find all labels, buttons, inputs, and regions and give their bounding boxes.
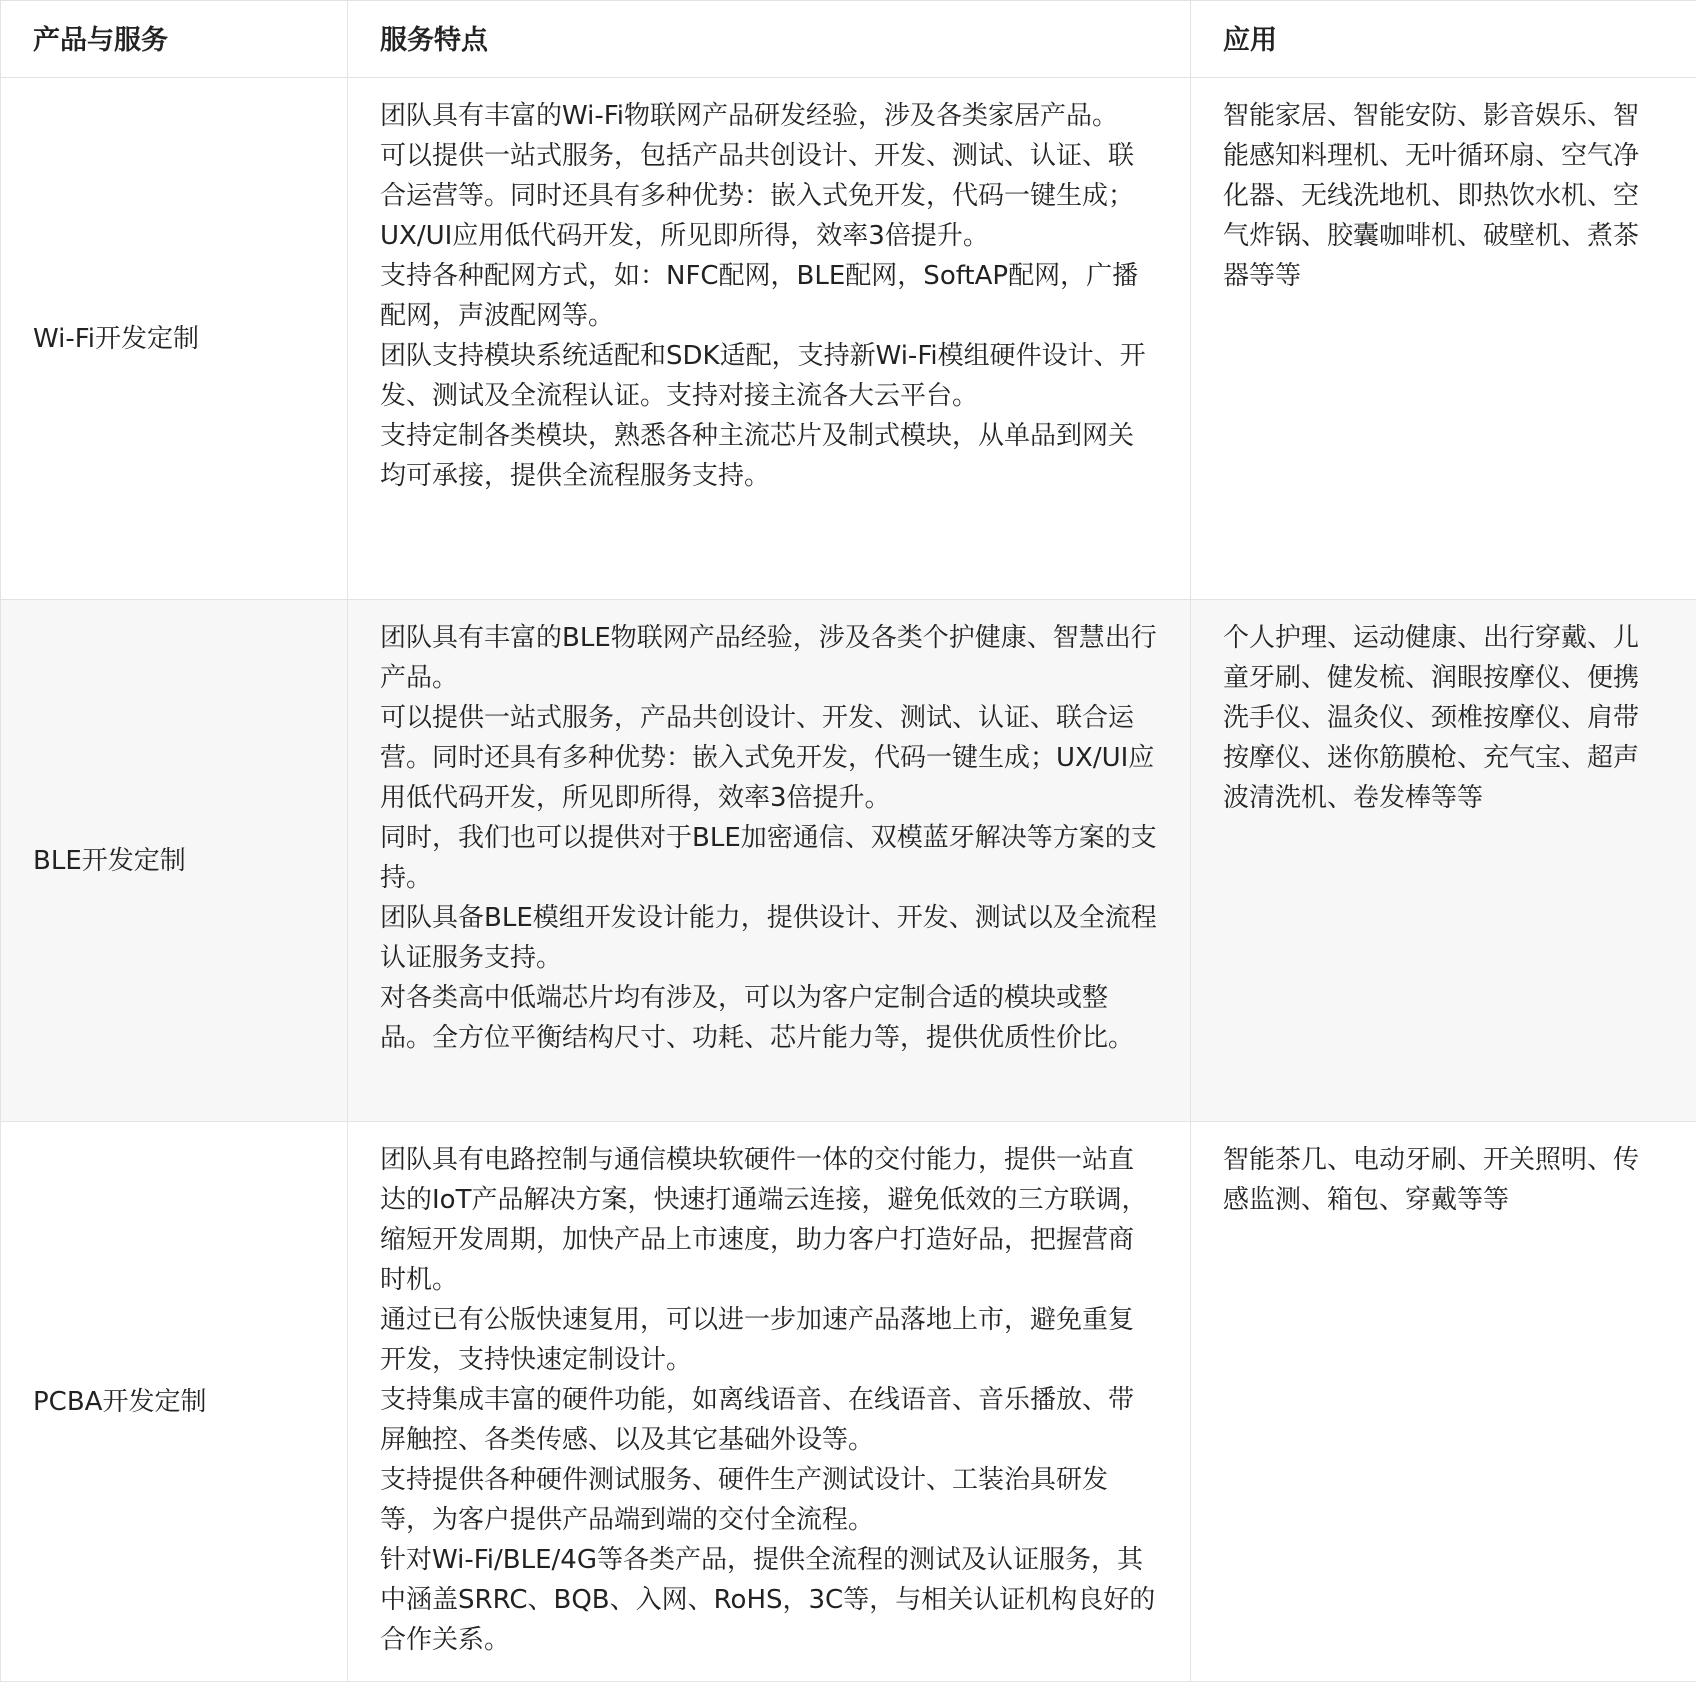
feature-paragraph: 可以提供一站式服务，包括产品共创设计、开发、测试、认证、联合运营等。同时还具有多种优势：嵌入式免开发，代码一键生成；UX/UI应用低代码开发，所见即所得，效率3倍提升。 (380, 141, 1135, 251)
feature-paragraph: 针对Wi-Fi/BLE/4G等各类产品，提供全流程的测试及认证服务，其中涵盖SRRC、BQB、入网、RoHS，3C等，与相关认证机构良好的合作关系。 (380, 1545, 1156, 1655)
service-features-cell (348, 600, 1191, 1122)
feature-paragraph: 通过已有公版快速复用，可以进一步加速产品落地上市，避免重复开发，支持快速定制设计。 (380, 1305, 1135, 1375)
product-name: Wi-Fi开发定制 (1, 78, 348, 600)
feature-paragraph: 团队具备BLE模组开发设计能力，提供设计、开发、测试以及全流程认证服务支持。 (380, 903, 1157, 973)
header-product-service: 产品与服务 (1, 1, 348, 78)
table-row-pcba (1, 1122, 1696, 1682)
applications-cell: 智能家居、智能安防、影音娱乐、智能感知料理机、无叶循环扇、空气净化器、无线洗地机、即热饮水机、空气炸锅、胶囊咖啡机、破壁机、煮茶器等等 (1191, 78, 1696, 600)
feature-paragraph: 团队具有丰富的BLE物联网产品经验，涉及各类个护健康、智慧出行产品。 (380, 623, 1157, 693)
feature-paragraph: 团队具有丰富的Wi-Fi物联网产品研发经验，涉及各类家居产品。 (380, 101, 1119, 131)
feature-paragraph: 同时，我们也可以提供对于BLE加密通信、双模蓝牙解决等方案的支持。 (380, 823, 1157, 893)
product-name: BLE开发定制 (1, 600, 348, 1122)
table-row-wifi (1, 78, 1696, 600)
feature-paragraph: 支持定制各类模块，熟悉各种主流芯片及制式模块，从单品到网关均可承接，提供全流程服务支持。 (380, 421, 1135, 491)
product-name: PCBA开发定制 (1, 1122, 348, 1682)
feature-paragraph: 支持集成丰富的硬件功能，如离线语音、在线语音、音乐播放、带屏触控、各类传感、以及其它基础外设等。 (380, 1385, 1135, 1455)
service-features-cell (348, 1122, 1191, 1682)
header-service-features: 服务特点 (348, 1, 1191, 78)
table-header-row (1, 1, 1696, 78)
service-features-cell (348, 78, 1191, 600)
feature-paragraph: 支持各种配网方式，如：NFC配网，BLE配网，SoftAP配网，广播配网，声波配网等。 (380, 261, 1139, 331)
table-row-ble (1, 600, 1696, 1122)
applications-cell: 个人护理、运动健康、出行穿戴、儿童牙刷、健发梳、润眼按摩仪、便携洗手仪、温灸仪、颈椎按摩仪、肩带按摩仪、迷你筋膜枪、充气宝、超声波清洗机、卷发棒等等 (1191, 600, 1696, 1122)
feature-paragraph: 可以提供一站式服务，产品共创设计、开发、测试、认证、联合运营。同时还具有多种优势：嵌入式免开发，代码一键生成；UX/UI应用低代码开发，所见即所得，效率3倍提升。 (380, 703, 1155, 813)
applications-cell: 智能茶几、电动牙刷、开关照明、传感监测、箱包、穿戴等等 (1191, 1122, 1696, 1682)
feature-paragraph: 对各类高中低端芯片均有涉及，可以为客户定制合适的模块或整品。全方位平衡结构尺寸、功耗、芯片能力等，提供优质性价比。 (380, 983, 1135, 1053)
feature-paragraph: 支持提供各种硬件测试服务、硬件生产测试设计、工装治具研发等，为客户提供产品端到端的交付全流程。 (380, 1465, 1109, 1535)
header-applications: 应用 (1191, 1, 1696, 78)
feature-paragraph: 团队具有电路控制与通信模块软硬件一体的交付能力，提供一站直达的IoT产品解决方案，快速打通端云连接，避免低效的三方联调，缩短开发周期，加快产品上市速度，助力客户打造好品，把握营商时机。 (380, 1145, 1148, 1295)
feature-paragraph: 团队支持模块系统适配和SDK适配，支持新Wi-Fi模组硬件设计、开发、测试及全流程认证。支持对接主流各大云平台。 (380, 341, 1146, 411)
